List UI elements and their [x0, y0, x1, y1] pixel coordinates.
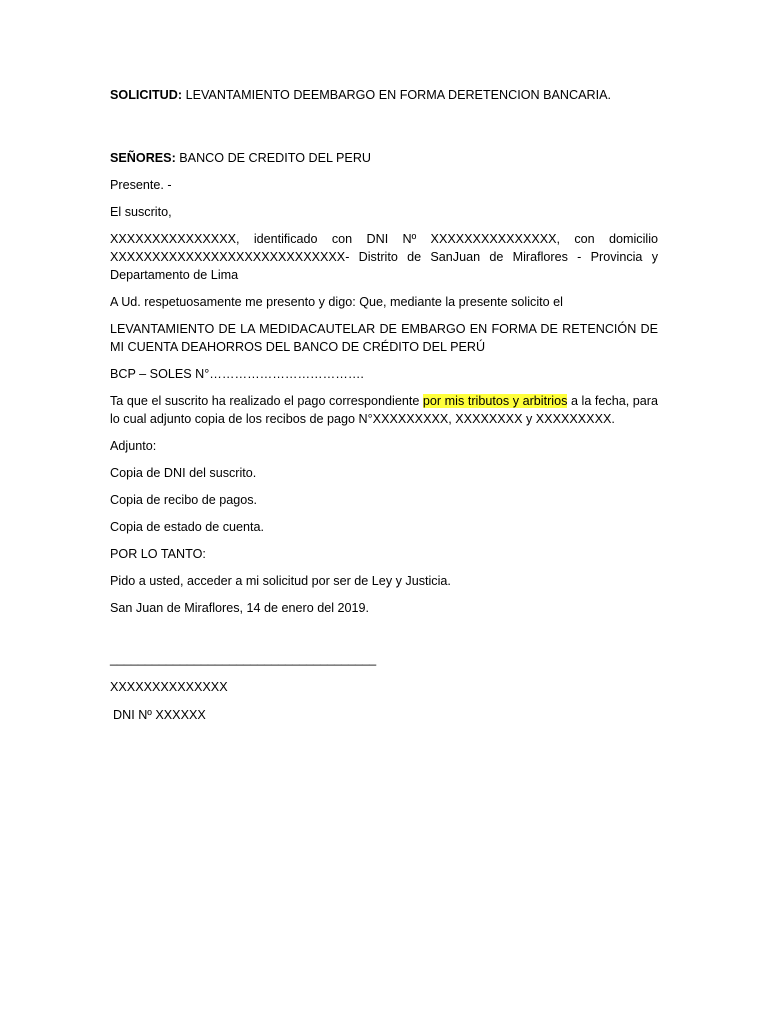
attachment-item: Copia de DNI del suscrito. — [110, 466, 257, 480]
request-main: LEVANTAMIENTO DE LA MEDIDACAUTELAR DE EMBARGO EN FORMA DE RETENCIÓN DE MI CUENTA DEAHORROS DEL BANCO DE CRÉDITO DEL PERÚ — [110, 322, 658, 354]
attachment-item: Copia de estado de cuenta. — [110, 520, 265, 534]
recipient-line — [110, 149, 658, 167]
salutation-line: El suscrito, — [110, 205, 172, 219]
signature-dni: DNI Nº XXXXXX — [113, 708, 206, 722]
request-intro: A Ud. respetuosamente me presento y digo: Que, mediante la presente solicito el — [110, 295, 563, 309]
attachments-label: Adjunto: — [110, 439, 157, 453]
document-body — [110, 86, 658, 617]
subject-line — [110, 86, 658, 104]
payment-text-before: Ta que el suscrito ha realizado el pago correspondiente — [110, 394, 423, 408]
presente-line: Presente. - — [110, 178, 172, 192]
payment-paragraph — [110, 392, 658, 428]
recipient-label: SEÑORES: — [110, 151, 176, 165]
attachment-item: Copia de recibo de pagos. — [110, 493, 258, 507]
recipient-text: BANCO DE CREDITO DEL PERU — [179, 151, 372, 165]
payment-text-after: a la fecha, para lo cual adjunto copia de los recibos de pago N°XXXXXXXXX, XXXXXXXX y XXXXXXXXX. — [110, 394, 658, 426]
signature-line: ______________________________________ — [110, 652, 377, 666]
place-date-line: San Juan de Miraflores, 14 de enero del 2019. — [110, 601, 370, 615]
account-line: BCP – SOLES N°………………………………. — [110, 367, 364, 381]
petition-line: Pido a usted, acceder a mi solicitud por ser de Ley y Justicia. — [110, 574, 451, 588]
subject-text: LEVANTAMIENTO DEEMBARGO EN FORMA DERETENCION BANCARIA. — [185, 88, 612, 102]
subject-label: SOLICITUD: — [110, 88, 183, 102]
signature-name: XXXXXXXXXXXXXX — [110, 680, 228, 694]
payment-highlight: por mis tributos y arbitrios — [422, 394, 568, 408]
identity-paragraph: XXXXXXXXXXXXXXX, identificado con DNI Nº XXXXXXXXXXXXXXX, con domicilio XXXXXXXXXXXXXXXXXXXXXXXXXXXX- Distrito de SanJuan de Miraflores - Provincia y Departamento de Lima — [110, 232, 658, 282]
conclusion-label: POR LO TANTO: — [110, 547, 206, 561]
